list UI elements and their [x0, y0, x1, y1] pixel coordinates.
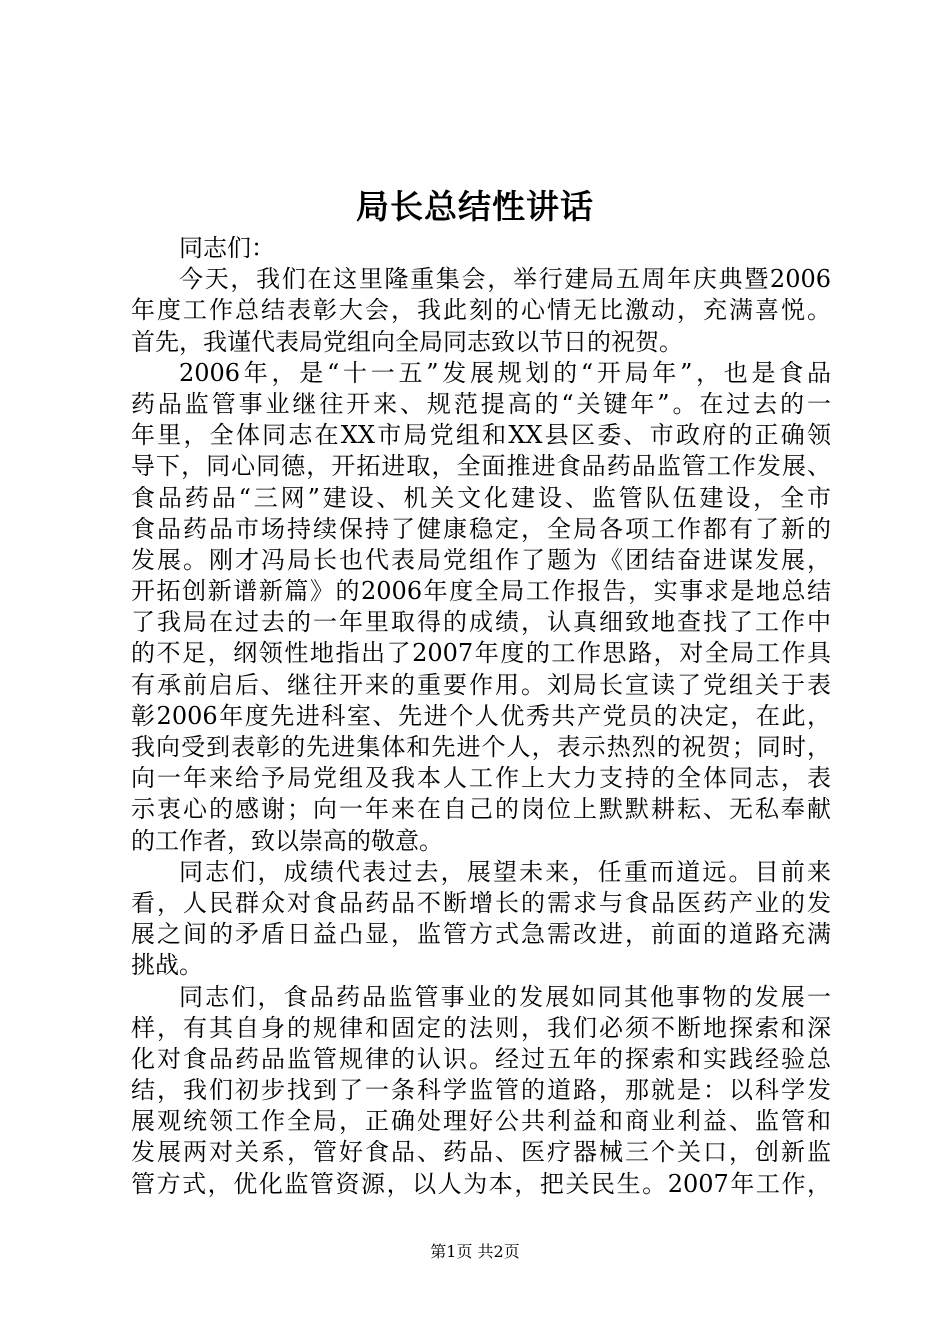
text-line: 2006年，是“十一五”发展规划的“开局年”，也是食品 — [179, 358, 831, 387]
text-line: 的不足，纲领性地指出了2007年度的工作思路，对全局工作具 — [131, 639, 831, 668]
text-line: 开拓创新谱新篇》的2006年度全局工作报告，实事求是地总结 — [131, 577, 831, 606]
text-line: 药品监管事业继往开来、规范提高的“关键年”。在过去的一 — [131, 389, 831, 418]
page-title: 局长总结性讲话 — [356, 187, 594, 226]
text-line: 食品药品“三网”建设、机关文化建设、监管队伍建设，全市 — [131, 483, 831, 512]
salutation-line: 同志们： — [179, 234, 275, 262]
text-line: 管方式，优化监管资源，以人为本，把关民生。2007年工作， — [131, 1169, 831, 1198]
text-line: 同志们，食品药品监管事业的发展如同其他事物的发展一 — [179, 982, 831, 1011]
text-line: 年度工作总结表彰大会，我此刻的心情无比激动，充满喜悦。 — [131, 296, 831, 325]
text-line: 发展两对关系，管好食品、药品、医疗器械三个关口，创新监 — [131, 1138, 831, 1167]
text-line: 同志们，成绩代表过去，展望未来，任重而道远。目前来 — [179, 857, 831, 886]
text-line: 首先，我谨代表局党组向全局同志致以节日的祝贺。 — [131, 327, 683, 356]
text-line: 我向受到表彰的先进集体和先进个人，表示热烈的祝贺；同时， — [131, 733, 831, 761]
text-line: 导下，同心同德，开拓进取，全面推进食品药品监管工作发展、 — [131, 452, 831, 481]
text-line: 化对食品药品监管规律的认识。经过五年的探索和实践经验总 — [131, 1044, 831, 1073]
text-line: 结，我们初步找到了一条科学监管的道路，那就是：以科学发 — [131, 1076, 831, 1105]
text-line: 年里，全体同志在XX市局党组和XX县区委、市政府的正确领 — [131, 421, 831, 450]
text-line: 向一年来给予局党组及我本人工作上大力支持的全体同志，表 — [131, 764, 831, 793]
text-line: 食品药品市场持续保持了健康稳定，全局各项工作都有了新的 — [131, 514, 831, 543]
text-line: 挑战。 — [131, 951, 203, 980]
text-line: 彰2006年度先进科室、先进个人优秀共产党员的决定，在此， — [131, 701, 831, 730]
text-line: 示衷心的感谢；向一年来在自己的岗位上默默耕耘、无私奉献 — [131, 795, 831, 824]
text-line: 有承前启后、继往开来的重要作用。刘局长宣读了党组关于表 — [131, 670, 831, 699]
text-line: 的工作者，致以崇高的敬意。 — [131, 826, 443, 855]
text-line: 了我局在过去的一年里取得的成绩，认真细致地查找了工作中 — [131, 608, 831, 637]
text-line: 样，有其自身的规律和固定的法则，我们必须不断地探索和深 — [131, 1013, 831, 1042]
text-line: 展之间的矛盾日益凸显，监管方式急需改进，前面的道路充满 — [131, 920, 831, 949]
page-number-footer: 第1页 共2页 — [430, 1242, 520, 1261]
text-line: 展观统领工作全局，正确处理好公共利益和商业利益、监管和 — [131, 1107, 831, 1136]
text-line: 发展。刚才冯局长也代表局党组作了题为《团结奋进谋发展， — [131, 545, 831, 574]
speech-body — [131, 233, 831, 1200]
text-line: 今天，我们在这里隆重集会，举行建局五周年庆典暨2006 — [179, 265, 831, 294]
text-line: 看，人民群众对食品药品不断增长的需求与食品医药产业的发 — [131, 888, 831, 917]
